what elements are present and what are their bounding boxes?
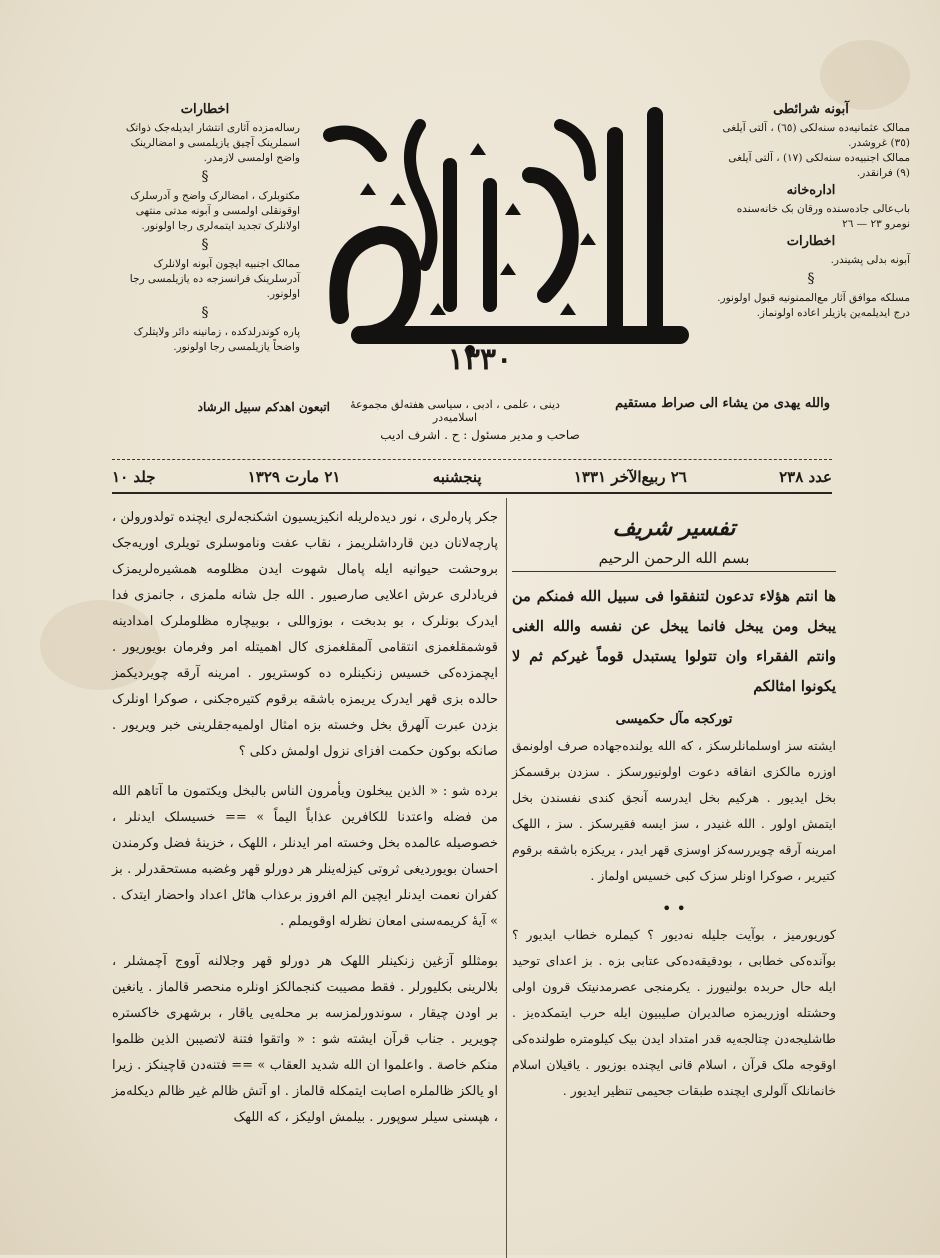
- separator-dots: • •: [662, 899, 686, 918]
- masthead-year: ١٣٣٠: [447, 342, 513, 377]
- section-mark: §: [201, 169, 209, 185]
- volume-number: جلد ١٠: [112, 468, 156, 486]
- notices-heading-right: اخطارات: [786, 234, 836, 249]
- office-address: باب‌عالی جاده‌سنده ورقان بک خانه‌سنده نومرو ٢٣ — ٢٦: [736, 203, 910, 230]
- tafsir-paragraph: کوریورمیز ، بوآیت جلیله نه‌دیور ؟ کیملره خطاب ایدیور ؟ بوآنده‌کی خطابی ، بودقیقه‌ده‌کی عتابی بزه . بز اعدای توحید ایله حال حربده بولنیورز . یکرمنجی عصرمدنیتک قرون اولی وحشتله اوزریمزه صالدیران صلیبیون ایله حرب ایتمکده‌یز . طاشلیجه‌دن چتالجه‌یه قدر امتداد ایدن بیک کیلومتره طولنده‌کی اوقوجه ملک قرآن ، اسلام قانی ایچنده بوزیور . یاقیلان اسلام خانمانلک آلولری ایچنده طبقات جحیمی تنظیر ایدیور .: [512, 927, 836, 1098]
- article-paragraph: جکر پاره‌لری ، نور دیده‌لریله انکیزیسیون اشکنجه‌لری ایچنده تولدورولن ، پارچه‌لانان دین قارداشلریمز ، نقاب عفت وناموسلری تویلری اوریه‌جک بروحشت حیوانیه ایله پامال شهوت ایدن مظلومه همشیره‌لریمزک فریادلری عرش اعلایی صارصیور . الله جل شانه ملمزی ، جانمزی فدا ایدرک بونلرک ، بو بدبخت ، بوزواللی ، بوبیچاره مظلوملرک امدادینه قوشمقلغمزی انتقامی آلمقلغمزی کال اهمیتله امر وفرمان بویوریور . ایچمزده‌کی خسیس زنکینلره ده کوستریور . امرینه آرقه چویردیکمز حالده بزی قهر ایدرک یریمزه باشقه برقوم کتیره‌جکنی ، صوکرا اونلرک بزدن عبرت آلهرق بخل وخسته بزه امثال اولمیه‌جقلرینی خبر ویریور . صانکه بوکون حکمت افزای نزول اولمش دکلی ؟: [112, 510, 498, 759]
- motto-left: اتبعون اهدکم سبیل الرشاد: [197, 400, 330, 414]
- notices-column: [110, 100, 300, 355]
- translation-heading: تورکجه مآل حکمیسی: [615, 712, 733, 727]
- subscription-heading: آبونه شرائطی: [773, 102, 849, 117]
- divider: [112, 492, 832, 494]
- main-article: [112, 505, 498, 1145]
- column-divider: [506, 498, 507, 1258]
- notice-item: رساله‌مزده آثاری انتشار ایدیله‌جک ذواتک اسملرینک آچیق یازیلمسی و امضالرینک واضح اولمسی لازمدر.: [125, 122, 300, 164]
- notice-item: پاره کوندرلدکده ، زمانینه دائر ولایتلرک واضحاً یازیلمسی رجا اولونور.: [133, 326, 300, 353]
- hijri-date: ٢٦ ربیع‌الآخر ١٣٣١: [573, 468, 687, 486]
- notice-line: مسلکه موافق آثار مع‌الممنونیه قبول اولونور. درج ایدیلمه‌ین یازیلر اعاده اولونماز.: [717, 292, 910, 319]
- issue-number: عدد ٢٣٨: [779, 468, 832, 486]
- notices-heading: اخطارات: [180, 102, 230, 117]
- tafsir-article: [512, 505, 836, 1114]
- notice-item: ممالک اجنبیه ایچون آبونه اولانلرک آدرسلرینک فرانسزجه ده یازیلمسی رجا اولونور.: [129, 258, 300, 300]
- motto-right: والله یهدی من یشاء الی صراط مستقیم: [615, 396, 830, 411]
- calligraphy-title: [300, 95, 700, 355]
- tafsir-paragraph: ایشته سز اوسلمانلرسکز ، که الله یولنده‌جهاده صرف اولونمق اوزره مالکزی انفاقه دعوت اولونیورسکز . سزدن برقسمکز بخل ایدیور . هرکیم بخل ایدرسه آنجق کندی نفسندن بخل ایتمش اولور . الله غنیدر ، سز ایسه فقیرسکز . سز ، اللهک امرینه آرقه چویررسه‌کز اوسزی قهر ایدر ، یریکزه باشقه برقوم کتیریر ، صوکرا اونلر سزک کبی خسیس اولماز .: [511, 738, 836, 883]
- subscription-line: ممالک عثمانیه‌ده سنه‌لکی (٦٥) ، آلتی آیلغی (٣٥) غروشدر.: [722, 122, 910, 149]
- divider: [112, 459, 832, 460]
- issue-info-bar: [112, 465, 832, 489]
- editor-line: صاحب و مدیر مسئول : ح . اشرف ادیب: [380, 428, 580, 442]
- section-mark: §: [807, 271, 815, 287]
- rumi-date: ٢١ مارت ١٣٢٩: [247, 468, 341, 486]
- publication-description: دینی ، علمی ، ادبی ، سیاسی هفته‌لق مجموعهٔ اسلامیه‌در: [350, 398, 560, 424]
- weekday: پنجشنبه: [432, 468, 482, 486]
- masthead-logo: [300, 95, 700, 355]
- notice-item: مکتوبلرک ، امضالرک واضح و آدرسلرک اوقونقلی اولمسی و آبونه مدتی منتهی اولانلرک تجدید ایتمه‌لری رجا اولونور.: [130, 190, 300, 232]
- basmala: بسم الله الرحمن الرحیم: [512, 549, 836, 572]
- notice-line: آبونه بدلی پشیندر.: [830, 254, 910, 266]
- subscription-line: ممالک اجنبیه‌ده سنه‌لکی (١٧) ، آلتی آیلغی (٩) فرانقدر.: [728, 152, 910, 179]
- article-paragraph: بومثللو آزغین زنکینلر اللهک هر دورلو قهر وجلالنه آووج آچمشلر ، بلالرینی بکلیورلر . فقط مصیبت کنجمالکز اونلره منحصر قالماز . یانغین بر اودن چیقار ، سوندورلمزسه بر محله‌یی یاقار ، برشهری خاکستره چویریر . جناب قرآن ایشته شو : « واتقوا فتنة لاتصیبن الذین ظلموا منکم خاصة . واعلموا ان الله شدید العقاب » == فتنه‌دن قاچینکز . زیرا او یالکز ظالملره اصابت ایتمکله قالماز . او آتش ظالم غیر ظالم دیکله‌مز ، هپسنی سیلر سوپورر . بیلمش اولیکز ، که اللهک: [112, 954, 498, 1125]
- section-mark: §: [201, 237, 209, 253]
- article-paragraph: برده شو : « الذین یبخلون ویأمرون الناس بالبخل ویکتمون ما آتاهم الله من فضله واعتدنا للکافرین عذاباً الیماً » == خسیسلک ایدنلر ، خصوصیله عالمده بخل وخسته امر ایدنلر ، اللهک ، خزینهٔ فضل وکرمندن احسان بویوردیغی ثروتی کیزله‌ینلر هر دورلو قهر وغضبه مستحقدرلر . بز کفران نعمت ایدنلر ایچین الم افروز برعذاب هائل اعداد واحضار ایتدک . » آیهٔ کریمه‌سنی امعان نظرله اوقویملم .: [112, 784, 498, 929]
- subscription-column: [712, 100, 910, 321]
- tafsir-title: تفسیر شریف: [612, 515, 736, 541]
- quran-verse: ها انتم هؤلاء تدعون لتنفقوا فی سبیل الله فمنکم من یبخل ومن یبخل فانما یبخل عن نفسه والله الغنی وانتم الفقراء وان تتولوا یستبدل قوماً غیرکم ثم لا یکونوا امثالکم: [512, 588, 836, 695]
- section-mark: §: [201, 305, 209, 321]
- office-heading: اداره‌خانه: [786, 183, 836, 198]
